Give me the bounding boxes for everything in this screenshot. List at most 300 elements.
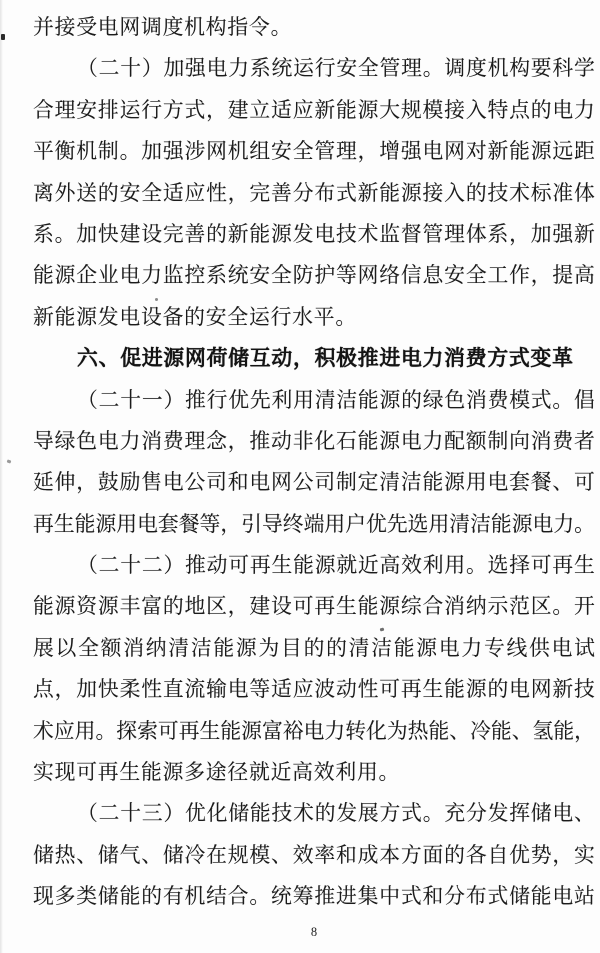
glyph: 工 bbox=[487, 264, 509, 288]
glyph: 纳 bbox=[145, 636, 167, 660]
glyph: 可 bbox=[228, 554, 250, 578]
glyph: 、 bbox=[511, 719, 533, 743]
glyph: 立 bbox=[249, 98, 271, 122]
glyph: 清 bbox=[314, 388, 336, 412]
glyph: 导 bbox=[33, 429, 54, 453]
glyph: 电 bbox=[162, 471, 184, 495]
glyph: 推 bbox=[314, 885, 336, 909]
glyph: 资 bbox=[76, 595, 98, 619]
scan-artifact bbox=[1, 34, 5, 40]
glyph: 加 bbox=[76, 678, 98, 702]
glyph: 能 bbox=[553, 719, 575, 743]
glyph: 力 bbox=[119, 429, 141, 453]
glyph: 、 bbox=[141, 843, 162, 867]
glyph: 生 bbox=[574, 554, 595, 578]
glyph: 可 bbox=[574, 471, 595, 495]
glyph: ， bbox=[206, 98, 227, 122]
glyph: 用 bbox=[444, 554, 466, 578]
glyph: （ bbox=[77, 554, 98, 578]
text-line bbox=[33, 876, 595, 917]
glyph: 二 bbox=[98, 554, 120, 578]
glyph: 试 bbox=[574, 636, 595, 660]
text-line bbox=[33, 835, 595, 876]
glyph: 全 bbox=[271, 264, 292, 288]
glyph: 入 bbox=[465, 98, 487, 122]
glyph: 动 bbox=[206, 554, 228, 578]
text-line bbox=[33, 586, 595, 627]
glyph: 、 bbox=[574, 802, 595, 826]
glyph: 储 bbox=[162, 843, 184, 867]
glyph: 理 bbox=[335, 140, 357, 164]
glyph: 的 bbox=[303, 636, 325, 660]
glyph: 术 bbox=[293, 802, 314, 826]
glyph: 推 bbox=[185, 388, 206, 412]
glyph: 司 bbox=[206, 471, 227, 495]
glyph: 费 bbox=[552, 429, 574, 453]
glyph: 套 bbox=[157, 512, 179, 536]
glyph: 电 bbox=[509, 678, 530, 702]
glyph: ， bbox=[76, 471, 98, 495]
glyph: 再 bbox=[552, 554, 574, 578]
glyph: 向 bbox=[509, 429, 530, 453]
glyph: 发 bbox=[292, 222, 314, 246]
glyph: 。 bbox=[422, 57, 444, 81]
glyph: 快 bbox=[97, 222, 119, 246]
glyph: 结 bbox=[206, 885, 227, 909]
glyph: 能 bbox=[428, 719, 450, 743]
text-line bbox=[33, 255, 595, 296]
glyph: 大 bbox=[379, 98, 401, 122]
glyph: 冷 bbox=[470, 719, 491, 743]
glyph: 能 bbox=[357, 595, 379, 619]
glyph: 柔 bbox=[119, 678, 141, 702]
glyph: 动 bbox=[271, 429, 292, 453]
glyph: 源 bbox=[379, 595, 401, 619]
glyph: 系 bbox=[487, 222, 509, 246]
glyph: 应 bbox=[184, 181, 206, 205]
glyph: ， bbox=[227, 595, 249, 619]
glyph: 氢 bbox=[532, 719, 554, 743]
glyph: 标 bbox=[530, 181, 552, 205]
glyph: 清 bbox=[168, 636, 190, 660]
glyph: 套 bbox=[509, 471, 530, 495]
text-line: 新能源发电设备的安全运行水平。 bbox=[33, 305, 357, 329]
glyph: 距 bbox=[574, 140, 595, 164]
glyph: 控 bbox=[184, 264, 206, 288]
glyph: 应 bbox=[292, 678, 314, 702]
glyph: 区 bbox=[530, 595, 552, 619]
glyph: 范 bbox=[509, 595, 530, 619]
glyph: 索 bbox=[137, 719, 158, 743]
glyph: 性 bbox=[141, 678, 162, 702]
glyph: 行 bbox=[206, 388, 228, 412]
glyph: 效 bbox=[292, 843, 314, 867]
glyph: 统 bbox=[227, 264, 249, 288]
glyph: 洁 bbox=[190, 636, 212, 660]
glyph: 生 bbox=[271, 554, 293, 578]
glyph: 储 bbox=[228, 802, 250, 826]
glyph: 点 bbox=[509, 98, 530, 122]
glyph: 机 bbox=[227, 140, 249, 164]
glyph: 接 bbox=[444, 98, 465, 122]
text-line bbox=[33, 90, 595, 131]
glyph: 现 bbox=[33, 885, 54, 909]
glyph: 全 bbox=[357, 57, 379, 81]
glyph: 术 bbox=[509, 181, 530, 205]
glyph: 用 bbox=[465, 471, 487, 495]
glyph: 善 bbox=[271, 181, 292, 205]
glyph: 二 bbox=[98, 388, 120, 412]
glyph: 示 bbox=[487, 595, 509, 619]
glyph: ， bbox=[509, 222, 530, 246]
glyph: 度 bbox=[465, 57, 487, 81]
text-line bbox=[33, 48, 595, 89]
glyph: 新 bbox=[487, 140, 509, 164]
text-line bbox=[33, 173, 595, 214]
glyph: 能 bbox=[249, 222, 271, 246]
glyph: 率 bbox=[314, 843, 336, 867]
glyph: 电 bbox=[137, 512, 158, 536]
glyph: 十 bbox=[120, 388, 142, 412]
glyph: 能 bbox=[119, 885, 141, 909]
glyph: 和 bbox=[335, 843, 357, 867]
glyph: 规 bbox=[227, 843, 249, 867]
glyph: 强 bbox=[552, 222, 574, 246]
glyph: 司 bbox=[314, 471, 336, 495]
glyph: 气 bbox=[119, 843, 141, 867]
glyph: 直 bbox=[162, 678, 184, 702]
glyph: 安 bbox=[444, 264, 465, 288]
glyph: 配 bbox=[444, 429, 465, 453]
glyph: 优 bbox=[509, 843, 530, 867]
glyph: 效 bbox=[401, 554, 422, 578]
glyph: 运 bbox=[119, 98, 141, 122]
glyph: 新 bbox=[357, 181, 379, 205]
glyph: 统 bbox=[271, 57, 293, 81]
glyph: 能 bbox=[293, 554, 314, 578]
glyph: 挥 bbox=[509, 802, 530, 826]
glyph: 先 bbox=[249, 388, 271, 412]
glyph: 源 bbox=[416, 636, 438, 660]
glyph: 学 bbox=[574, 57, 595, 81]
glyph: 理 bbox=[54, 98, 76, 122]
glyph: 系 bbox=[249, 57, 271, 81]
glyph: 应 bbox=[53, 719, 75, 743]
glyph: 洁 bbox=[371, 636, 392, 660]
glyph: 充 bbox=[444, 802, 466, 826]
glyph: 全 bbox=[141, 181, 162, 205]
glyph: 组 bbox=[249, 140, 271, 164]
glyph: 完 bbox=[162, 222, 184, 246]
scan-edge-shadow bbox=[0, 0, 3, 953]
glyph: 模 bbox=[509, 388, 530, 412]
scan-artifact bbox=[155, 298, 158, 301]
glyph: 优 bbox=[185, 802, 206, 826]
glyph: 电 bbox=[552, 98, 574, 122]
glyph: 以 bbox=[55, 636, 77, 660]
text-line bbox=[33, 380, 595, 421]
glyph: 增 bbox=[379, 140, 401, 164]
glyph: 建 bbox=[249, 595, 271, 619]
glyph: 制 bbox=[487, 429, 509, 453]
glyph: 强 bbox=[400, 140, 422, 164]
glyph: 热 bbox=[54, 843, 76, 867]
glyph: 源 bbox=[54, 595, 76, 619]
glyph: 、 bbox=[449, 719, 471, 743]
glyph: 性 bbox=[357, 678, 379, 702]
glyph: 源 bbox=[241, 719, 262, 743]
glyph: 利 bbox=[271, 388, 293, 412]
glyph: 再 bbox=[400, 678, 422, 702]
glyph: 色 bbox=[76, 429, 98, 453]
glyph: 的 bbox=[206, 222, 227, 246]
glyph: 强 bbox=[185, 57, 206, 81]
glyph: 能 bbox=[530, 885, 552, 909]
glyph: 端 bbox=[303, 512, 325, 536]
glyph: 术 bbox=[33, 719, 54, 743]
glyph: 式 bbox=[400, 885, 422, 909]
glyph: 进 bbox=[335, 885, 357, 909]
page-number: 8 bbox=[310, 924, 318, 939]
glyph: 集 bbox=[357, 885, 379, 909]
document-text-body bbox=[33, 7, 595, 918]
glyph: 可 bbox=[157, 719, 179, 743]
glyph: 区 bbox=[206, 595, 227, 619]
glyph: ） bbox=[141, 57, 163, 81]
glyph: 外 bbox=[54, 181, 76, 205]
glyph: 电 bbox=[552, 885, 574, 909]
glyph: 适 bbox=[271, 678, 292, 702]
glyph: 理 bbox=[444, 222, 465, 246]
glyph: 源 bbox=[95, 512, 117, 536]
glyph: 规 bbox=[400, 98, 422, 122]
glyph: 洁 bbox=[336, 388, 358, 412]
glyph: 者 bbox=[574, 429, 595, 453]
glyph: 输 bbox=[206, 678, 227, 702]
glyph: 排 bbox=[97, 98, 119, 122]
glyph: 应 bbox=[292, 98, 314, 122]
glyph: ） bbox=[163, 554, 185, 578]
glyph: 洁 bbox=[400, 471, 422, 495]
glyph: 面 bbox=[422, 843, 444, 867]
glyph: 力 bbox=[553, 512, 575, 536]
glyph: 机 bbox=[184, 885, 206, 909]
glyph: 展 bbox=[33, 636, 54, 660]
glyph: 统 bbox=[271, 885, 292, 909]
glyph: 运 bbox=[293, 57, 314, 81]
glyph: 全 bbox=[292, 140, 314, 164]
glyph: 公 bbox=[184, 471, 206, 495]
glyph: 式 bbox=[530, 388, 552, 412]
glyph: 作 bbox=[509, 264, 530, 288]
glyph: 自 bbox=[487, 843, 509, 867]
glyph: 近 bbox=[357, 554, 379, 578]
glyph: 能 bbox=[33, 595, 54, 619]
text-line bbox=[33, 504, 595, 545]
glyph: 消 bbox=[530, 429, 552, 453]
glyph: 线 bbox=[506, 636, 528, 660]
glyph: 建 bbox=[227, 98, 249, 122]
glyph: 源 bbox=[357, 98, 379, 122]
glyph: 源 bbox=[235, 636, 257, 660]
glyph: 监 bbox=[162, 264, 184, 288]
glyph: 设 bbox=[271, 595, 292, 619]
glyph: ， bbox=[227, 429, 249, 453]
glyph: 布 bbox=[465, 885, 487, 909]
glyph: 先 bbox=[386, 512, 408, 536]
glyph: 接 bbox=[422, 181, 444, 205]
glyph: 就 bbox=[336, 554, 358, 578]
glyph: 离 bbox=[33, 181, 54, 205]
glyph: 源 bbox=[530, 140, 552, 164]
glyph: 方 bbox=[379, 802, 401, 826]
glyph: 络 bbox=[379, 264, 401, 288]
glyph: 电 bbox=[119, 264, 141, 288]
glyph: 电 bbox=[422, 140, 444, 164]
glyph: 的 bbox=[444, 843, 465, 867]
glyph: 合 bbox=[33, 98, 54, 122]
glyph: 用 bbox=[74, 719, 96, 743]
glyph: 储 bbox=[97, 843, 119, 867]
glyph: 网 bbox=[271, 471, 292, 495]
glyph: 适 bbox=[271, 98, 292, 122]
glyph: 电 bbox=[303, 719, 325, 743]
glyph: ， bbox=[220, 512, 242, 536]
scan-artifact bbox=[7, 459, 12, 463]
glyph: 化 bbox=[206, 802, 228, 826]
glyph: 优 bbox=[366, 512, 387, 536]
glyph: 售 bbox=[141, 471, 162, 495]
glyph: 为 bbox=[258, 636, 280, 660]
glyph: 入 bbox=[444, 181, 465, 205]
glyph: 分 bbox=[444, 885, 465, 909]
glyph: 安 bbox=[76, 98, 98, 122]
glyph: 用 bbox=[116, 512, 138, 536]
glyph: 对 bbox=[465, 140, 487, 164]
glyph: 十 bbox=[120, 802, 142, 826]
glyph: 远 bbox=[552, 140, 574, 164]
glyph: 电 bbox=[552, 802, 574, 826]
glyph: 清 bbox=[449, 512, 471, 536]
glyph: 网 bbox=[530, 678, 552, 702]
glyph: 生 bbox=[422, 678, 444, 702]
glyph: 力 bbox=[422, 429, 444, 453]
glyph: 消 bbox=[141, 429, 162, 453]
glyph: 护 bbox=[314, 264, 336, 288]
glyph: 善 bbox=[184, 222, 206, 246]
glyph: （ bbox=[77, 57, 98, 81]
glyph: 源 bbox=[511, 512, 533, 536]
glyph: 技 bbox=[335, 222, 357, 246]
glyph: 模 bbox=[249, 843, 271, 867]
glyph: 电 bbox=[438, 636, 460, 660]
glyph: 选 bbox=[487, 554, 509, 578]
glyph: 快 bbox=[97, 678, 119, 702]
glyph: 用 bbox=[293, 388, 314, 412]
glyph: 电 bbox=[532, 512, 554, 536]
glyph: 能 bbox=[490, 512, 512, 536]
glyph: 力 bbox=[461, 636, 483, 660]
glyph: ， bbox=[54, 678, 76, 702]
glyph: 能 bbox=[379, 181, 401, 205]
glyph: 衡 bbox=[54, 140, 76, 164]
text-line bbox=[33, 462, 595, 503]
glyph: 式 bbox=[184, 98, 206, 122]
glyph: 转 bbox=[345, 719, 366, 743]
glyph: 色 bbox=[444, 388, 466, 412]
glyph: 管 bbox=[422, 222, 444, 246]
glyph: 绿 bbox=[54, 429, 76, 453]
glyph: 选 bbox=[407, 512, 429, 536]
glyph: 点 bbox=[33, 678, 54, 702]
glyph: 有 bbox=[162, 885, 184, 909]
glyph: 业 bbox=[97, 264, 119, 288]
glyph: 涉 bbox=[184, 140, 206, 164]
glyph: 等 bbox=[335, 264, 357, 288]
glyph: 推 bbox=[249, 429, 271, 453]
glyph: 伸 bbox=[54, 471, 76, 495]
glyph: 。 bbox=[119, 140, 141, 164]
glyph: 的 bbox=[401, 388, 422, 412]
glyph: 分 bbox=[292, 181, 314, 205]
glyph: 可 bbox=[530, 554, 552, 578]
glyph: 费 bbox=[162, 429, 184, 453]
glyph: 富 bbox=[261, 719, 283, 743]
glyph: 理 bbox=[401, 57, 422, 81]
glyph: 模 bbox=[422, 98, 444, 122]
glyph: 发 bbox=[336, 802, 358, 826]
glyph: 源 bbox=[379, 429, 401, 453]
glyph: （ bbox=[77, 388, 98, 412]
glyph: 要 bbox=[530, 57, 552, 81]
glyph: 监 bbox=[379, 222, 401, 246]
text-line bbox=[33, 669, 595, 710]
glyph: 机 bbox=[76, 140, 98, 164]
glyph: 费 bbox=[487, 388, 509, 412]
glyph: 餐 bbox=[530, 471, 552, 495]
glyph: 电 bbox=[551, 636, 573, 660]
glyph: 式 bbox=[401, 802, 422, 826]
glyph: 中 bbox=[379, 885, 401, 909]
glyph: 的 bbox=[141, 885, 162, 909]
glyph: 建 bbox=[119, 222, 141, 246]
glyph: 科 bbox=[552, 57, 574, 81]
glyph: 动 bbox=[335, 678, 357, 702]
glyph: 源 bbox=[314, 554, 336, 578]
glyph: 倡 bbox=[574, 388, 595, 412]
glyph: 加 bbox=[530, 222, 552, 246]
glyph: 准 bbox=[552, 181, 574, 205]
glyph: 绿 bbox=[422, 388, 444, 412]
glyph: 富 bbox=[141, 595, 162, 619]
glyph: 十 bbox=[120, 554, 142, 578]
glyph: 热 bbox=[407, 719, 429, 743]
text-line bbox=[33, 545, 595, 586]
glyph: 方 bbox=[400, 843, 422, 867]
glyph: 发 bbox=[487, 802, 509, 826]
glyph: 合 bbox=[422, 595, 444, 619]
glyph: 加 bbox=[141, 140, 162, 164]
glyph: 一 bbox=[141, 388, 163, 412]
glyph: 力 bbox=[141, 264, 162, 288]
glyph: 二 bbox=[98, 57, 120, 81]
glyph: 安 bbox=[249, 264, 271, 288]
glyph: 生 bbox=[335, 595, 357, 619]
glyph: 二 bbox=[98, 802, 120, 826]
glyph: 引 bbox=[241, 512, 262, 536]
glyph: ） bbox=[163, 388, 185, 412]
glyph: 筹 bbox=[292, 885, 314, 909]
